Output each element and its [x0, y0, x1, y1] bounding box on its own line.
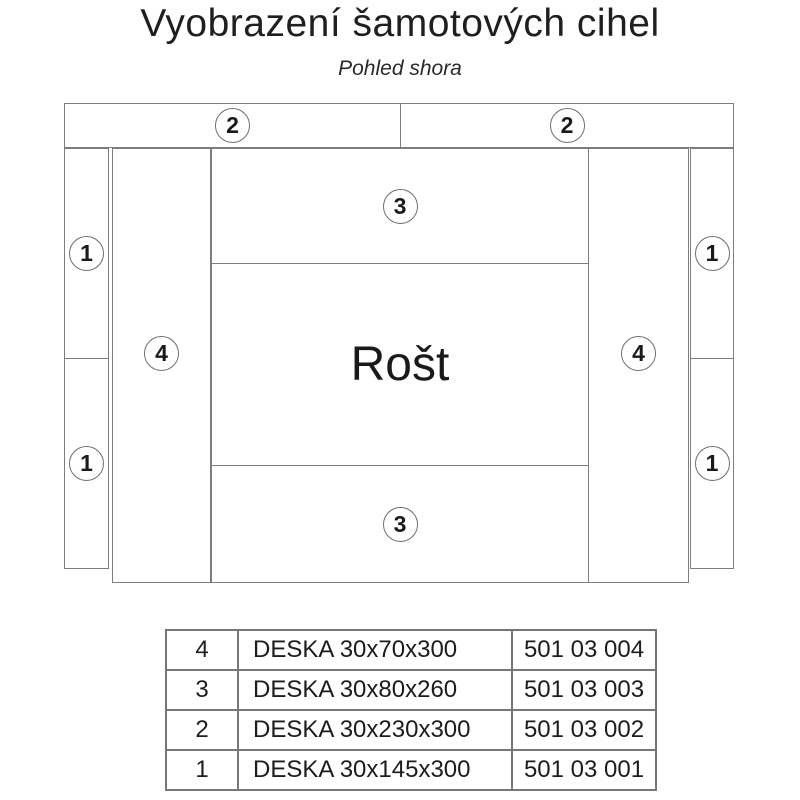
- tag-number: 4: [155, 340, 168, 366]
- part-code: 501 03 003: [512, 670, 656, 710]
- brick-4-right: [588, 148, 689, 583]
- tag-number: 2: [560, 112, 574, 138]
- brick-1-right-top: [690, 148, 734, 359]
- position-tag-2-left: [215, 108, 250, 143]
- tag-number: 3: [393, 510, 407, 537]
- tag-number: 1: [80, 450, 93, 476]
- brick-3-top: [211, 148, 589, 264]
- grate-label: Rošt: [350, 338, 450, 391]
- part-name: DESKA 30x80x260: [238, 670, 512, 710]
- position-tag-1-right-top: [695, 236, 730, 271]
- position-tag-4-left: [144, 336, 179, 371]
- part-position: 1: [166, 750, 238, 790]
- tag-number: 1: [705, 450, 719, 476]
- brick-2-left: [64, 103, 401, 148]
- part-code: 501 03 002: [512, 710, 656, 750]
- position-tag-3-bottom: [383, 507, 418, 542]
- tag-number: 1: [705, 240, 719, 266]
- brick-1-left-bottom: [64, 358, 109, 569]
- brick-1-right-bottom: [690, 358, 734, 569]
- position-tag-1-left-top: [69, 236, 104, 271]
- table-row: [166, 630, 656, 670]
- tag-number: 4: [632, 340, 645, 366]
- position-tag-4-right: [621, 336, 656, 371]
- part-position: 2: [166, 710, 238, 750]
- brick-4-left: [112, 148, 211, 583]
- table-row: [166, 750, 656, 790]
- page-subtitle: Pohled shora: [338, 57, 462, 80]
- part-code: 501 03 001: [512, 750, 656, 790]
- part-name: DESKA 30x70x300: [238, 630, 512, 670]
- table-row: [166, 710, 656, 750]
- part-name: DESKA 30x230x300: [238, 710, 512, 750]
- part-position: 3: [166, 670, 238, 710]
- part-code: 501 03 004: [512, 630, 656, 670]
- position-tag-1-right-bottom: [695, 446, 730, 481]
- tag-number: 1: [80, 240, 93, 266]
- brick-3-bottom: [211, 465, 589, 583]
- position-tag-2-right: [550, 108, 585, 143]
- position-tag-3-top: [383, 189, 418, 224]
- table-row: [166, 670, 656, 710]
- brick-2-right: [400, 103, 734, 148]
- position-tag-1-left-bottom: [69, 446, 104, 481]
- page-title: Vyobrazení šamotových cihel: [140, 2, 660, 45]
- grate-area: [211, 263, 589, 466]
- parts-table: [165, 629, 657, 791]
- part-name: DESKA 30x145x300: [238, 750, 512, 790]
- brick-1-left-top: [64, 148, 109, 359]
- part-position: 4: [166, 630, 238, 670]
- tag-number: 3: [393, 192, 407, 219]
- tag-number: 2: [226, 112, 239, 138]
